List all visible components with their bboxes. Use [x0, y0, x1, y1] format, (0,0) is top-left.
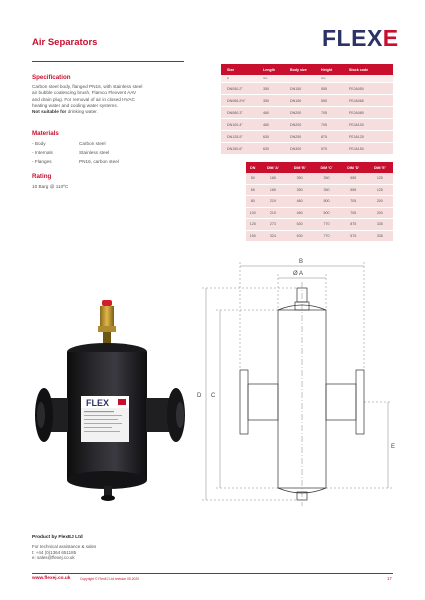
cell: 125	[367, 184, 393, 196]
cell: 555	[321, 83, 349, 95]
cell: 219	[260, 207, 287, 219]
cell: FEJA080	[349, 107, 393, 119]
flexe-logo	[322, 25, 399, 52]
spec-line: heating water and cooling water systems.	[32, 102, 118, 108]
dimension-drawing	[192, 252, 402, 517]
drawing-right-flange	[356, 370, 364, 434]
cell: 575	[321, 143, 349, 155]
material-part: - Internals	[32, 150, 53, 155]
cell: 100	[246, 207, 260, 219]
copyright-text: Copyright © FlexEJ Ltd revision 05.2020	[80, 577, 140, 581]
rating-heading: Rating	[32, 173, 52, 180]
table-row	[246, 207, 393, 219]
cell: 65	[246, 184, 260, 196]
cell: 150	[246, 230, 260, 242]
cell: 50	[246, 173, 260, 184]
cell: FEJA100	[349, 119, 393, 131]
logo-main: FLEX	[322, 25, 383, 51]
cell: 500	[313, 196, 340, 208]
cell: 219	[260, 196, 287, 208]
drawing-left-flange	[240, 370, 248, 434]
vent-cap	[102, 300, 112, 306]
cell: 555	[321, 95, 349, 107]
cell: 350	[313, 173, 340, 184]
cell: 555	[340, 184, 367, 196]
cell: DN250	[290, 131, 321, 143]
spec-line: air bubble coalescing brush, Flamco Flexvent AAV	[32, 90, 137, 96]
cell: 350	[263, 83, 290, 95]
materials-heading: Materials	[32, 130, 59, 137]
air-separator-product-image	[20, 298, 215, 520]
table-row	[221, 143, 393, 155]
table-row	[246, 173, 393, 184]
col-size: Size	[221, 64, 263, 75]
cell: 705	[340, 196, 367, 208]
page-number: 17	[387, 576, 392, 581]
cell: 630	[263, 143, 290, 155]
col-dn: DN	[246, 162, 260, 173]
specification-body	[32, 84, 192, 115]
cell: 125	[367, 173, 393, 184]
cell: FEJA065	[349, 95, 393, 107]
col-body-size: Body size	[290, 64, 321, 75]
logo-accent: E	[382, 25, 399, 51]
cell: 705	[340, 207, 367, 219]
material-value: Stainless steel	[79, 150, 110, 155]
cell: DN150	[290, 83, 321, 95]
unit-cell	[290, 75, 321, 83]
page-title: Air Separators	[32, 37, 98, 48]
cell: 460	[286, 207, 313, 219]
cell: DN125-5"	[221, 131, 263, 143]
dim-e-label: E	[391, 444, 396, 450]
cell: 460	[286, 196, 313, 208]
cell: 630	[263, 131, 290, 143]
cell: 350	[286, 184, 313, 196]
cell: 460	[263, 119, 290, 131]
dim-b-label: B	[299, 259, 304, 265]
material-value: PN16, carbon steel	[79, 159, 119, 164]
table-row	[221, 131, 393, 143]
cell: 324	[260, 230, 287, 242]
material-part: - Body	[32, 141, 46, 146]
dim-d-label: D	[197, 393, 202, 399]
cell: 165	[260, 184, 287, 196]
col-length: Length	[263, 64, 290, 75]
spec-note-bold: Not suitable for	[32, 109, 67, 115]
cell: DN150	[290, 95, 321, 107]
spec-note	[32, 109, 192, 115]
cell: 875	[340, 219, 367, 231]
cell: 630	[286, 219, 313, 231]
table-row	[246, 219, 393, 231]
cell: DN100-4"	[221, 119, 263, 131]
cell: DN300	[290, 143, 321, 155]
title-divider	[32, 61, 184, 62]
cell: DN050-2"	[221, 83, 263, 95]
unit-cell: mm	[263, 75, 290, 83]
col-dim-c: DIM 'C'	[313, 162, 340, 173]
col-height: Height	[321, 64, 349, 75]
cell: DN200	[290, 107, 321, 119]
cell: 630	[286, 230, 313, 242]
table-row	[221, 83, 393, 95]
website-link[interactable]: www.flexej.co.uk	[32, 576, 71, 581]
materials-row	[32, 150, 109, 155]
cell: 350	[313, 184, 340, 196]
cell: 460	[263, 107, 290, 119]
cell: DN065-2½"	[221, 95, 263, 107]
cell: FEJA050	[349, 83, 393, 95]
rating-value: 10 Barg @ 110ºC	[32, 184, 69, 189]
footer-heading: Product by FlexEJ Ltd	[32, 535, 83, 540]
footer-phone: t: +44 (0)1364 651185	[32, 549, 77, 555]
cell: 575	[340, 230, 367, 242]
cell: 875	[321, 131, 349, 143]
cell: 705	[321, 107, 349, 119]
col-dim-e: DIM 'E'	[367, 162, 393, 173]
materials-row	[32, 159, 119, 164]
table-row	[246, 184, 393, 196]
col-dim-b: DIM 'B'	[286, 162, 313, 173]
cell: 200	[367, 196, 393, 208]
footer-contact	[32, 544, 96, 561]
dimensions-table	[246, 162, 393, 242]
table-row	[221, 95, 393, 107]
table-header-row	[221, 64, 393, 75]
table-row	[221, 107, 393, 119]
product-logo-text: FLEX	[86, 398, 110, 408]
cell: 770	[313, 230, 340, 242]
cell: 350	[286, 173, 313, 184]
cell: 125	[246, 219, 260, 231]
unit-cell: mm	[321, 75, 349, 83]
dim-c-label: C	[211, 393, 216, 399]
unit-cell	[349, 75, 393, 83]
cell: 165	[260, 173, 287, 184]
units-row	[221, 75, 393, 83]
col-stock-code: Stock code	[349, 64, 393, 75]
cell: 500	[313, 207, 340, 219]
vent-nut	[98, 326, 116, 332]
table-row	[246, 196, 393, 208]
footer-line: For technical assistance & sales	[32, 544, 97, 549]
cell: DN200	[290, 119, 321, 131]
table-row	[246, 230, 393, 242]
cell: FEJA125	[349, 131, 393, 143]
material-value: Carbon steel	[79, 141, 106, 146]
cell: 555	[340, 173, 367, 184]
cell: DN080-3"	[221, 107, 263, 119]
footer-divider	[32, 573, 393, 574]
cell: 200	[367, 207, 393, 219]
unit-cell: in	[221, 75, 263, 83]
cell: DN150-6"	[221, 143, 263, 155]
cell: 80	[246, 196, 260, 208]
spec-line: Carbon steel body, flanged PN16, with stainless steel	[32, 84, 143, 89]
cell: FEJA150	[349, 143, 393, 155]
cell: 705	[321, 119, 349, 131]
drain-plug	[104, 486, 112, 496]
footer-email[interactable]: e: sales@flexej.co.uk	[32, 555, 75, 560]
cell: 273	[260, 219, 287, 231]
dim-a-label: Ø A	[293, 271, 304, 277]
spec-line: and drain plug. For removal of air in closed HVAC	[32, 96, 135, 102]
specification-heading: Specification	[32, 74, 71, 81]
materials-row	[32, 141, 106, 146]
cell: 335	[367, 219, 393, 231]
table-header-row	[246, 162, 393, 173]
spec-note-rest: drinking water.	[66, 109, 98, 115]
vent-body	[100, 306, 114, 326]
size-stock-table	[221, 64, 393, 155]
material-part: - Flanges	[32, 159, 52, 164]
table-row	[221, 119, 393, 131]
cell: 350	[263, 95, 290, 107]
col-dim-d: DIM 'D'	[340, 162, 367, 173]
cell: 335	[367, 230, 393, 242]
cell: 770	[313, 219, 340, 231]
ce-mark	[118, 399, 126, 405]
col-dim-a: DIM 'A'	[260, 162, 287, 173]
